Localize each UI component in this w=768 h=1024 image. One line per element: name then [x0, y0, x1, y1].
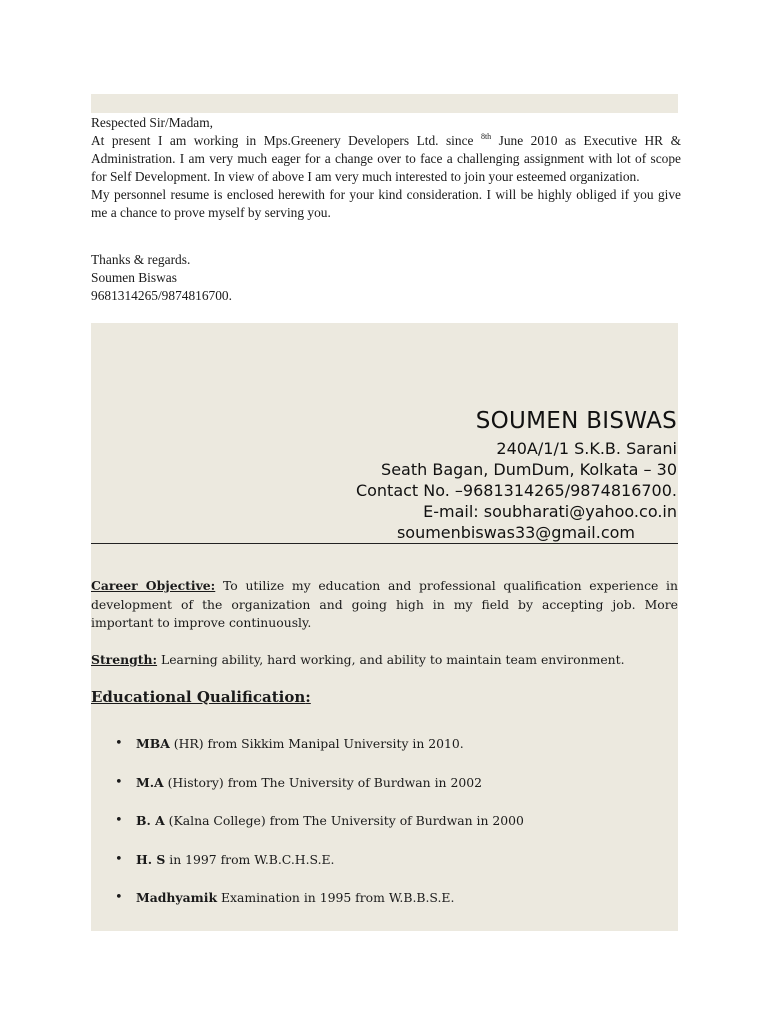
cover-letter [91, 114, 681, 305]
education-list [91, 735, 678, 928]
education-heading-text: Educational Qualification [91, 688, 306, 706]
letter-paragraph-1 [91, 132, 681, 186]
bullet-icon: • [115, 774, 123, 790]
qualification-name: M.A [136, 774, 164, 790]
career-objective [91, 577, 678, 633]
education-heading-colon: : [305, 688, 311, 706]
top-shaded-band [91, 94, 678, 113]
closing: Thanks & regards. [91, 251, 191, 267]
qualification-name: B. A [136, 813, 165, 829]
letter-paragraph-1-start: At present I am working in Mps.Greenery Developers Ltd. since [91, 133, 481, 149]
qualification-detail: in 1997 from W.B.C.H.S.E. [165, 851, 335, 867]
objective-block [91, 577, 678, 669]
list-item [91, 889, 678, 928]
date-superscript: 8th [480, 132, 492, 142]
strength-text: Learning ability, hard working, and ability to maintain team environment. [157, 651, 625, 667]
bullet-icon: • [115, 736, 123, 751]
career-objective-label: Career Objective: [91, 578, 216, 593]
bullet-icon: • [115, 813, 123, 829]
letter-paragraph-2: My personnel resume is enclosed herewith for your kind consideration. I will be highly obliged if you give me a chance to prove myself by serving you. [91, 187, 681, 221]
strength-label: Strength: [91, 651, 158, 667]
qualification-detail: (History) from The University of Burdwan in 2002 [163, 774, 482, 790]
strength [91, 651, 678, 670]
list-item [91, 735, 678, 774]
qualification-detail: (HR) from Sikkim Manipal University in 2010. [169, 736, 464, 751]
list-item [91, 774, 678, 813]
bullet-icon: • [115, 890, 123, 906]
resume-header [257, 404, 677, 543]
address-line-2: Seath Bagan, DumDum, Kolkata – 30 [381, 460, 677, 479]
signature-name: Soumen Biswas [91, 269, 177, 285]
list-item [91, 812, 678, 851]
list-item [91, 851, 678, 890]
header-divider [91, 543, 678, 544]
email-primary: E-mail: soubharati@yahoo.co.in [423, 502, 677, 521]
qualification-detail: (Kalna College) from The University of Burdwan in 2000 [164, 813, 524, 829]
qualification-name: Madhyamik [136, 890, 218, 906]
letter-paragraph-1-rest: June 2010 as Executive HR & Administration. I am very much eager for a change over to face a challenging assignment with lot of scope for Self Development. In view of above I am very much interested to join your esteemed organization. [91, 133, 681, 185]
career-objective-text: To utilize my education and professional qualification experience in development of the organization and going high in my field by accepting job. More important to improve continuously. [91, 578, 679, 630]
address-line-1: 240A/1/1 S.K.B. Sarani [496, 439, 677, 458]
signature-phone: 9681314265/9874816700. [91, 287, 232, 303]
email-secondary: soumenbiswas33@gmail.com [396, 523, 635, 542]
bullet-icon: • [115, 851, 123, 867]
candidate-name: SOUMEN BISWAS [475, 408, 677, 434]
qualification-name: H. S [136, 851, 166, 867]
qualification-name: MBA [136, 736, 170, 751]
education-heading [91, 688, 311, 706]
salutation: Respected Sir/Madam, [91, 115, 213, 130]
qualification-detail: Examination in 1995 from W.B.B.S.E. [217, 890, 455, 906]
contact-number: Contact No. –9681314265/9874816700. [355, 481, 677, 500]
